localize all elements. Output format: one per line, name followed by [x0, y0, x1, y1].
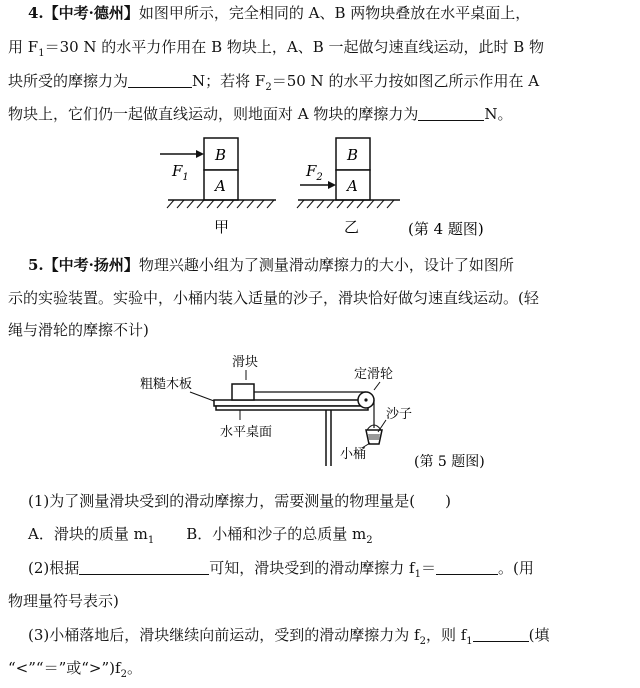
q5-part-3-cont: “<”“＝”或“$>”)f_2$。 — [8, 659, 142, 680]
q4-line-2 — [8, 36, 544, 65]
q5-part-2a: (2)根据 — [28, 559, 80, 577]
label-slider: 滑块 — [232, 355, 259, 370]
fig-yi — [297, 138, 400, 236]
q4-text-2b: ＝30 N 的水平力作用在 B 物块上，A、B 一起做匀速直线运动，此时 B 物 — [44, 38, 545, 56]
q5-option-a[interactable]: A．滑块的质量 $m_1$ — [28, 525, 155, 546]
q4-sub-f2: 2 — [265, 82, 272, 93]
q5-source: 【中考·扬州】 — [43, 256, 139, 274]
q4-line-3 — [8, 70, 539, 99]
q4-figure — [0, 128, 640, 248]
q5-part-3: (3)小桶落地后，滑块继续向前运动，受到的滑动摩擦力为 $f_2$，则 $f_1$ (填 — [28, 626, 550, 647]
leader-board — [190, 392, 214, 401]
q4-text-4a: 物块上，它们仍一起做直线运动，则地面对 A 物块的摩擦力为 — [8, 105, 419, 123]
q4-number: 4. — [28, 4, 44, 22]
label-a-left: A — [215, 177, 226, 195]
q5-blank-2a[interactable] — [79, 560, 209, 575]
label-a-right: A — [347, 177, 358, 195]
q4-line-4 — [8, 103, 513, 125]
q5-line-3 — [8, 319, 149, 341]
label-b-left: B — [215, 146, 227, 164]
leader-pulley — [374, 382, 380, 390]
q4-text-2a: 用 F — [8, 38, 39, 56]
q5-text-1: 物理兴趣小组为了测量滑动摩擦力的大小，设计了如图所 — [138, 256, 514, 274]
q4-text-3c: ＝50 N 的水平力按如图乙所示作用在 A — [271, 72, 540, 90]
q4-text-3a: 块所受的摩擦力为 — [8, 72, 129, 90]
q4-line-1 — [28, 2, 530, 24]
label-sand: 沙子 — [386, 407, 413, 422]
table-top — [216, 406, 368, 410]
arrow-f1-head — [196, 150, 204, 158]
q4-text-1: 如图甲所示，完全相同的 A、B 两物块叠放在水平桌面上， — [138, 4, 531, 22]
label-pulley: 定滑轮 — [354, 367, 394, 382]
label-jia: 甲 — [214, 218, 230, 236]
fig-jia — [160, 138, 276, 236]
q4-blank-1[interactable] — [128, 73, 192, 88]
label-b-right: B — [347, 146, 359, 164]
q5-option-b[interactable]: B．小桶和沙子的总质量 $m_2$ — [186, 525, 373, 546]
label-board: 粗糙木板 — [140, 377, 193, 392]
q5-caption: (第 5 题图) — [414, 454, 485, 470]
q4-blank-2[interactable] — [418, 106, 484, 121]
hatch-left — [167, 200, 274, 208]
q5-part-2b: 可知，滑块受到的滑动摩擦力 f — [209, 559, 415, 577]
q5-figure — [0, 348, 640, 478]
sand-fill — [368, 434, 380, 440]
label-yi: 乙 — [344, 218, 360, 236]
label-bucket: 小桶 — [340, 447, 367, 462]
arrow-f2-head — [328, 181, 336, 189]
hatch-right — [297, 200, 394, 208]
q5-text-2: 示的实验装置。实验中，小桶内装入适量的沙子，滑块恰好做匀速直线运动。(轻 — [8, 289, 539, 307]
label-f2: $F_2$ — [306, 162, 323, 183]
q5-part-1 — [28, 490, 451, 512]
slider-block — [232, 384, 254, 400]
q5-line-2 — [8, 287, 539, 309]
q5-blank-2b[interactable] — [436, 560, 498, 575]
q5-blank-3[interactable] — [473, 627, 529, 642]
pulley-axle — [364, 398, 367, 401]
q5-line-1 — [28, 254, 514, 276]
q4-text-3b: N；若将 F — [192, 72, 266, 90]
wood-board — [214, 400, 362, 406]
q4-sub-f1: 1 — [38, 48, 45, 59]
q5-part-2-cont: 物理量符号表示) — [8, 592, 119, 610]
q5-options — [28, 523, 373, 552]
q5-part-1-text: (1)为了测量滑块受到的滑动摩擦力，需要测量的物理量是( ) — [28, 492, 451, 510]
label-f1: $F_1$ — [172, 162, 189, 183]
q5-part-2: (2)根据 可知，滑块受到的滑动摩擦力 $f_1=$ 。(用 — [28, 559, 534, 580]
q4-text-4b: N。 — [484, 105, 513, 123]
q5-number: 5. — [28, 256, 44, 274]
q4-source: 【中考·德州】 — [43, 4, 139, 22]
label-table: 水平桌面 — [220, 425, 273, 440]
q4-caption: (第 4 题图) — [408, 220, 484, 238]
q5-text-3: 绳与滑轮的摩擦不计) — [8, 321, 149, 339]
